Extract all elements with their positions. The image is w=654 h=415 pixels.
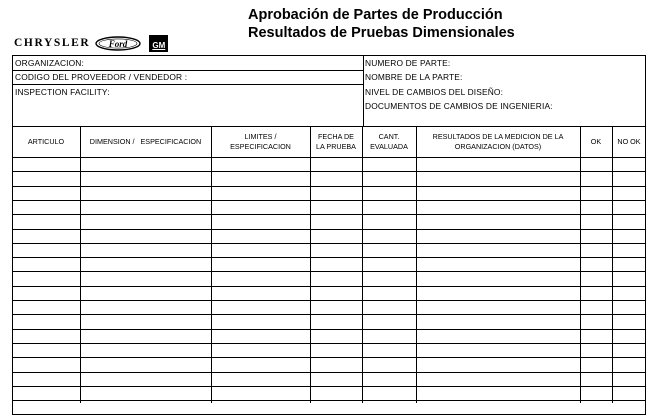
table-top-border	[12, 126, 646, 127]
column-divider	[580, 126, 581, 403]
table-row-line	[12, 214, 646, 215]
table-row-line	[12, 257, 646, 258]
ford-logo	[95, 36, 141, 51]
col-resultados: RESULTADOS DE LA MEDICION DE LA ORGANIZACION (DATOS)	[432, 132, 564, 151]
codigo-proveedor-label: CODIGO DEL PROVEEDOR / VENDEDOR :	[15, 72, 188, 82]
title-line-2: Resultados de Pruebas Dimensionales	[248, 25, 515, 41]
table-row-line	[12, 357, 646, 358]
column-divider	[211, 126, 212, 403]
col-cant: CANT. EVALUADA	[370, 132, 408, 151]
col-fecha: FECHA DE LA PRUEBA	[316, 132, 356, 151]
col-limites: LIMITES / ESPECIFICACION	[230, 132, 291, 151]
ford-logo-text: Ford	[109, 38, 128, 49]
info-center-divider	[363, 55, 364, 127]
col-ok: OK	[590, 137, 602, 146]
page-title	[248, 6, 515, 42]
documentos-cambios-label: DOCUMENTOS DE CAMBIOS DE INGENIERIA:	[365, 101, 553, 111]
table-row-line	[12, 229, 646, 230]
col-no-ok: NO OK	[617, 137, 641, 146]
nivel-cambios-label: NIVEL DE CAMBIOS DEL DISEÑO:	[365, 87, 504, 97]
table-row-line	[12, 343, 646, 344]
table-row-line	[12, 300, 646, 301]
column-divider	[612, 126, 613, 403]
numero-parte-label: NUMERO DE PARTE:	[365, 58, 451, 68]
inspection-facility-label: INSPECTION FACILITY:	[15, 87, 110, 97]
info-divider-2	[12, 84, 363, 85]
table-row-line	[12, 386, 646, 387]
organizacion-label: ORGANIZACION:	[15, 58, 84, 68]
col-dimension: DIMENSION / ESPECIFICACION	[89, 137, 202, 146]
table-row-line	[12, 400, 646, 401]
column-divider	[416, 126, 417, 403]
table-row-line	[12, 157, 646, 158]
gm-logo: GM	[149, 35, 168, 52]
title-line-1: Aprobación de Partes de Producción	[248, 7, 503, 23]
table-row-line	[12, 186, 646, 187]
nombre-parte-label: NOMBRE DE LA PARTE:	[365, 72, 463, 82]
info-divider-1	[12, 70, 363, 71]
column-divider	[80, 126, 81, 403]
table-row-line	[12, 200, 646, 201]
table-row-line	[12, 314, 646, 315]
chrysler-logo: CHRYSLER	[14, 37, 91, 49]
oem-logos	[14, 34, 168, 52]
column-divider	[310, 126, 311, 403]
table-row-line	[12, 171, 646, 172]
table-row-line	[12, 271, 646, 272]
table-row-line	[12, 243, 646, 244]
column-divider	[362, 126, 363, 403]
table-row-line	[12, 329, 646, 330]
col-articulo: ARTICULO	[27, 137, 65, 146]
table-row-line	[12, 286, 646, 287]
table-row-line	[12, 372, 646, 373]
